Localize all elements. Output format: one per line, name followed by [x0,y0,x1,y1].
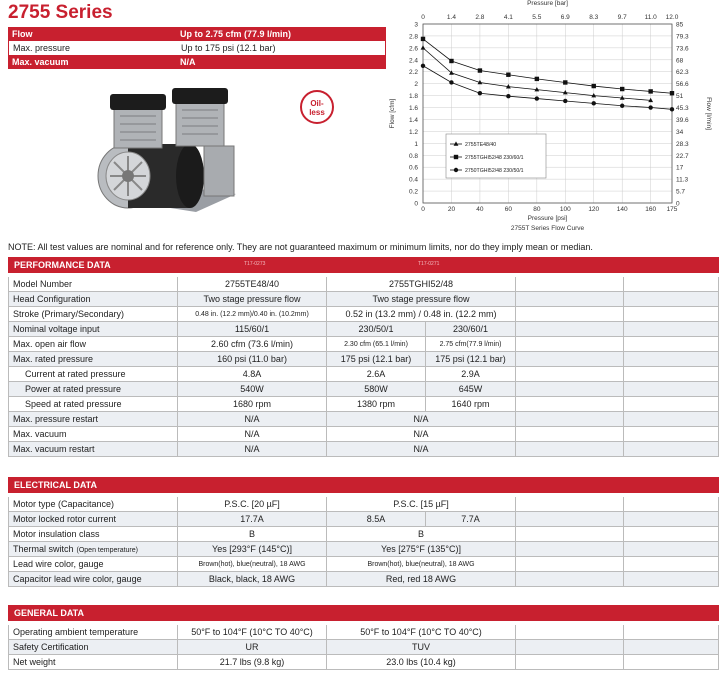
data-point-square [592,84,596,88]
y-tick-label: 2.4 [408,57,418,65]
row-label: Speed at rated pressure [8,397,178,412]
spec-value: Up to 175 psi (12.1 bar) [181,43,276,53]
row-label: Max. rated pressure [8,352,178,367]
empty-cell [516,367,624,382]
empty-cell [516,277,624,292]
y2-tick-label: 39.6 [676,116,689,124]
empty-cell [516,497,624,512]
table-cell: Two stage pressure flow [178,292,327,307]
table-cell: 7.7A [426,512,516,527]
spec-value: N/A [180,57,196,67]
empty-cell [624,352,719,367]
table-cell: N/A [327,412,516,427]
table-cell: 50°F to 104°F (10°C TO 40°C) [327,625,516,640]
x2-axis-label: Pressure [bar] [527,0,568,7]
row-label: Motor type (Capacitance) [8,497,178,512]
row-label-text: Thermal switch [13,544,74,554]
table-cell: 2.9A [426,367,516,382]
series-line [423,39,672,93]
y2-tick-label: 0 [676,200,680,208]
data-point-circle [670,107,674,111]
row-label-note: (Open temperature) [76,547,138,554]
table-cell: N/A [178,427,327,442]
y-tick-label: 1.8 [408,93,418,101]
performance-header-label: PERFORMANCE DATA [14,260,111,270]
y2-tick-label: 68 [676,57,684,65]
x-tick-label: 60 [504,206,512,213]
y2-tick-label: 34 [676,128,684,136]
spec-value: Up to 2.75 cfm (77.9 l/min) [180,29,292,39]
y2-tick-label: 5.7 [676,188,686,196]
y-tick-label: 2 [414,81,418,89]
y2-tick-label: 85 [676,21,684,29]
data-point-circle [648,105,652,109]
row-label: Capacitor lead wire color, gauge [8,572,178,587]
empty-cell [516,382,624,397]
empty-cell [516,542,624,557]
table-cell: N/A [178,412,327,427]
data-point-circle [563,99,567,103]
data-point-circle [506,94,510,98]
y2-tick-label: 73.6 [676,45,689,53]
empty-cell [624,572,719,587]
row-label: Operating ambient temperature [8,625,178,640]
row-label: Head Configuration [8,292,178,307]
row-label: Max. vacuum [8,427,178,442]
row-label: Max. vacuum restart [8,442,178,457]
empty-cell [624,322,719,337]
data-point-square [535,77,539,81]
empty-cell [516,640,624,655]
table-cell: 2.75 cfm(77.9 l/min) [426,337,516,352]
y2-tick-label: 51 [676,93,684,101]
row-label: Motor locked rotor current [8,512,178,527]
data-point-square [563,80,567,84]
empty-cell [516,337,624,352]
y2-axis-label: Flow [l/min] [705,97,712,130]
table-cell: 580W [327,382,426,397]
y2-tick-label: 17 [676,164,684,172]
empty-cell [624,337,719,352]
legend-entry: 2750TGHI52/48 230/50/1 [465,168,524,174]
empty-cell [624,307,719,322]
data-point-square [506,73,510,77]
y-tick-label: 1 [414,140,418,148]
data-point-circle [449,80,453,84]
table-cell: P.S.C. [15 µF] [327,497,516,512]
table-cell: 175 psi (12.1 bar) [327,352,426,367]
x-tick-label: 20 [447,206,456,213]
x-tick-label: 175 [666,206,678,213]
y-tick-label: 0.2 [408,188,418,196]
empty-cell [624,382,719,397]
legend-entry: 2755TGHI52/48 230/60/1 [465,155,524,161]
y2-tick-label: 79.3 [676,33,689,41]
empty-cell [624,542,719,557]
table-cell: 160 psi (11.0 bar) [178,352,327,367]
page-title: 2755 Series [8,2,113,23]
empty-cell [516,397,624,412]
y2-tick-label: 11.3 [676,176,689,184]
y-tick-label: 3 [414,21,418,29]
table-cell: P.S.C. [20 µF] [178,497,327,512]
flow-curve-chart [386,0,724,238]
row-label: Model Number [8,277,178,292]
data-point-circle [535,96,539,100]
x2-tick-label: 0 [421,14,425,21]
x-tick-label: 100 [559,206,571,213]
data-point-square [670,91,674,95]
row-label: Net weight [8,655,178,670]
x2-tick-label: 2.8 [475,14,485,21]
empty-cell [516,655,624,670]
row-label: Stroke (Primary/Secondary) [8,307,178,322]
spec-row [8,41,386,55]
performance-grid [8,277,719,457]
empty-cell [624,442,719,457]
electrical-header [8,477,719,493]
chart-title: 2755T Series Flow Curve [510,225,585,232]
data-point-triangle [421,45,426,49]
general-data-table [8,605,719,670]
table-cell: Two stage pressure flow [327,292,516,307]
y2-tick-label: 28.3 [676,140,689,148]
badge-line-2: less [309,108,325,117]
table-cell: Black, black, 18 AWG [178,572,327,587]
table-cell: Yes [275°F (135°C)] [327,542,516,557]
data-point-circle [421,64,425,68]
data-point-circle [592,101,596,105]
y-tick-label: 2.6 [408,45,418,53]
table-cell: 1680 rpm [178,397,327,412]
empty-cell [516,512,624,527]
empty-cell [624,527,719,542]
y-tick-label: 0.4 [408,176,418,184]
empty-cell [624,427,719,442]
data-point-square [620,87,624,91]
y-tick-label: 1.6 [408,105,418,113]
empty-cell [516,427,624,442]
badge-line-1: Oil- [310,99,324,108]
table-cell: 0.52 in (13.2 mm) / 0.48 in. (12.2 mm) [327,307,516,322]
performance-code-1: T17-0273 [244,261,266,267]
y-tick-label: 2.2 [408,69,418,77]
table-cell: 115/60/1 [178,322,327,337]
performance-header [8,257,719,273]
data-point-circle [620,104,624,108]
spec-summary [8,27,386,69]
x-tick-label: 0 [421,206,425,213]
performance-code-2: T17-0271 [418,261,440,267]
y-tick-label: 1.4 [408,116,418,124]
series-line [423,66,672,110]
empty-cell [516,527,624,542]
y-tick-label: 0.8 [408,152,418,160]
empty-cell [624,625,719,640]
note-text: NOTE: All test values are nominal and for reference only. They are not guaranteed maximum or minimum limits, nor do they imply mean or median. [8,242,593,252]
empty-cell [624,640,719,655]
table-cell: 2.6A [327,367,426,382]
electrical-data-table [8,477,719,587]
table-cell: Brown(hot), blue(neutral), 18 AWG [327,557,516,572]
y2-tick-label: 22.7 [676,152,689,160]
empty-cell [516,292,624,307]
x-tick-label: 160 [645,206,657,213]
table-cell: 0.48 in. (12.2 mm)/0.40 in. (10.2mm) [178,307,327,322]
row-label: Nominal voltage input [8,322,178,337]
empty-cell [516,412,624,427]
table-cell: 2.60 cfm (73.6 l/min) [178,337,327,352]
data-point-square [454,155,458,159]
x2-tick-label: 4.1 [503,14,513,21]
spec-key: Flow [12,29,33,39]
table-cell: N/A [178,442,327,457]
empty-cell [516,557,624,572]
table-cell: 2755TGHI52/48 [327,277,516,292]
table-cell: Brown(hot), blue(neutral), 18 AWG [178,557,327,572]
table-cell: B [327,527,516,542]
x-tick-label: 120 [588,206,600,213]
x-axis-label: Pressure [psi] [527,215,568,222]
table-cell: 175 psi (12.1 bar) [426,352,516,367]
x-tick-label: 140 [616,206,628,213]
empty-cell [624,277,719,292]
spec-key: Max. pressure [13,43,71,53]
general-grid [8,625,719,670]
table-cell: Red, red 18 AWG [327,572,516,587]
row-label: Power at rated pressure [8,382,178,397]
table-cell: B [178,527,327,542]
x2-tick-label: 11.0 [644,14,657,21]
table-cell: 230/60/1 [426,322,516,337]
empty-cell [624,512,719,527]
row-label: Motor insulation class [8,527,178,542]
x2-tick-label: 1.4 [446,14,456,21]
empty-cell [624,292,719,307]
electrical-header-label: ELECTRICAL DATA [14,480,97,490]
empty-cell [624,412,719,427]
table-cell: Yes [293°F (145°C)] [178,542,327,557]
empty-cell [516,322,624,337]
table-cell: 2755TE48/40 [178,277,327,292]
data-point-square [478,68,482,72]
row-label [8,542,178,557]
empty-cell [516,307,624,322]
table-cell: UR [178,640,327,655]
spec-row [8,55,386,69]
table-cell: 21.7 lbs (9.8 kg) [178,655,327,670]
general-header [8,605,719,621]
empty-cell [516,625,624,640]
table-cell: 230/50/1 [327,322,426,337]
table-cell: 23.0 lbs (10.4 kg) [327,655,516,670]
y2-tick-label: 45.3 [676,105,689,113]
x2-tick-label: 6.9 [560,14,570,21]
row-label: Current at rated pressure [8,367,178,382]
x-tick-label: 80 [533,206,541,213]
oil-less-badge [300,90,334,124]
row-label: Max. pressure restart [8,412,178,427]
row-label: Max. open air flow [8,337,178,352]
data-point-square [421,37,425,41]
row-label: Lead wire color, gauge [8,557,178,572]
table-cell: 1380 rpm [327,397,426,412]
empty-cell [624,367,719,382]
empty-cell [624,397,719,412]
legend-entry: 2755TE48/40 [465,142,497,148]
x2-tick-label: 8.3 [589,14,599,21]
table-cell: 17.7A [178,512,327,527]
x2-tick-label: 5.5 [532,14,542,21]
y-tick-label: 0 [414,200,418,208]
table-cell: 8.5A [327,512,426,527]
y2-tick-label: 62.3 [676,69,689,77]
empty-cell [624,557,719,572]
y-tick-label: 1.2 [408,128,418,136]
y2-tick-label: 56.6 [676,81,689,89]
data-point-square [648,89,652,93]
x2-tick-label: 9.7 [617,14,627,21]
x-tick-label: 40 [476,206,484,213]
spec-row [8,27,386,41]
table-cell: 50°F to 104°F (10°C TO 40°C) [178,625,327,640]
spec-key: Max. vacuum [12,57,69,67]
y-tick-label: 2.8 [408,33,418,41]
performance-data-table [8,257,719,457]
table-cell: 540W [178,382,327,397]
table-cell: N/A [327,442,516,457]
table-cell: 645W [426,382,516,397]
data-point-circle [454,168,458,172]
y-axis-label: Flow [cfm] [389,98,396,129]
table-cell: 4.8A [178,367,327,382]
y-tick-label: 0.6 [408,164,418,172]
general-header-label: GENERAL DATA [14,608,85,618]
table-cell: 1640 rpm [426,397,516,412]
table-cell: 2.30 cfm (65.1 l/min) [327,337,426,352]
x2-tick-label: 12.0 [665,14,679,21]
table-cell: N/A [327,427,516,442]
data-point-circle [478,91,482,95]
empty-cell [624,497,719,512]
empty-cell [516,352,624,367]
row-label: Safety Certification [8,640,178,655]
empty-cell [516,572,624,587]
empty-cell [624,655,719,670]
table-cell: TUV [327,640,516,655]
pump-image [86,86,244,224]
electrical-grid [8,497,719,587]
empty-cell [516,442,624,457]
data-point-square [449,59,453,63]
